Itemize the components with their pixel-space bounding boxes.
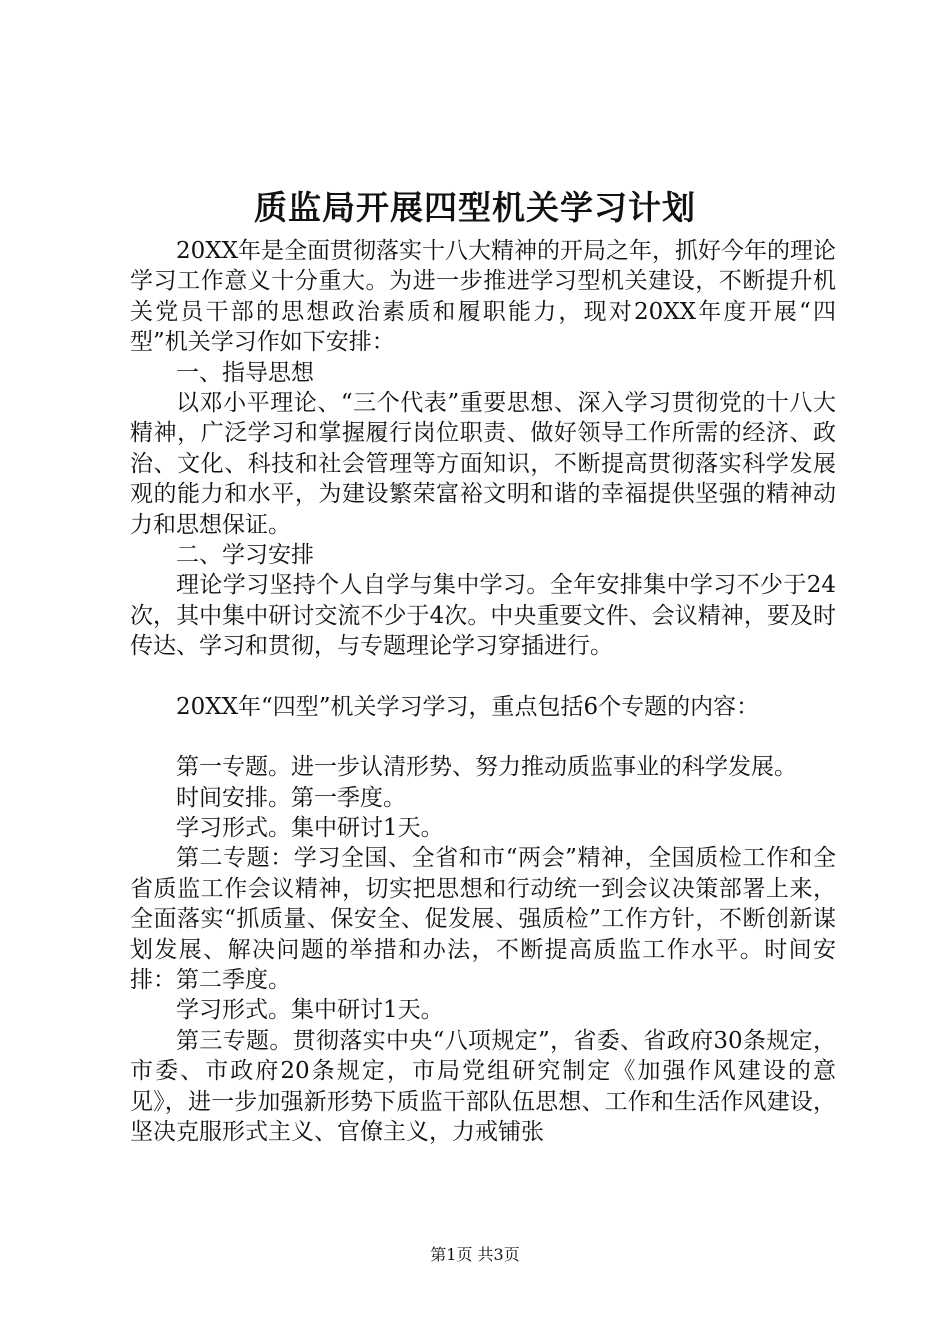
- paragraph-intro: 20XX年是全面贯彻落实十八大精神的开局之年，抓好今年的理论学习工作意义十分重大。为进一步推进学习型机关建设，不断提升机关党员干部的思想政治素质和履职能力，现对20XX年度开展“四型”机关学习作如下安排：: [130, 238, 837, 356]
- heading-study-arrangement: 二、学习安排: [176, 542, 314, 569]
- heading-guiding-thought: 一、指导思想: [176, 359, 314, 386]
- paragraph-topic-1-form: 学习形式。集中研讨1天。: [176, 814, 444, 841]
- paragraph-topic-1: 第一专题。进一步认清形势、努力推动质监事业的科学发展。: [176, 754, 797, 781]
- document-title: 质监局开展四型机关学习计划: [254, 188, 696, 227]
- document-body: [130, 236, 836, 1147]
- paragraph-topic-3: 第三专题。贯彻落实中央“八项规定”，省委、省政府30条规定，市委、市政府20条规定，市局党组研究制定《加强作风建设的意见》，进一步加强新形势下质监干部队伍思想、工作和生活作风建设，坚决克服形式主义、官僚主义，力戒铺张: [130, 1027, 836, 1145]
- paragraph-topic-2: 第二专题：学习全国、全省和市“两会”精神，全国质检工作和全省质监工作会议精神，切实把思想和行动统一到会议决策部署上来，全面落实“抓质量、保安全、促发展、强质检”工作方针，不断创新谋划发展、解决问题的举措和办法，不断提高质监工作水平。时间安排：第二季度。: [130, 845, 836, 993]
- paragraph-guiding-thought: 以邓小平理论、“三个代表”重要思想、深入学习贯彻党的十八大精神，广泛学习和掌握履行岗位职责、做好领导工作所需的经济、政治、文化、科技和社会管理等方面知识，不断提高贯彻落实科学发展观的能力和水平，为建设繁荣富裕文明和谐的幸福提供坚强的精神动力和思想保证。: [130, 390, 836, 538]
- paragraph-topic-2-form: 学习形式。集中研讨1天。: [176, 997, 444, 1024]
- paragraph-study-arrangement: 理论学习坚持个人自学与集中学习。全年安排集中学习不少于24次，其中集中研讨交流不少于4次。中央重要文件、会议精神，要及时传达、学习和贯彻，与专题理论学习穿插进行。: [130, 572, 836, 660]
- paragraph-topics-intro: 20XX年“四型”机关学习学习，重点包括6个专题的内容：: [176, 693, 760, 720]
- paragraph-topic-1-time: 时间安排。第一季度。: [176, 784, 406, 811]
- page-footer: 第1页 共3页: [430, 1245, 520, 1264]
